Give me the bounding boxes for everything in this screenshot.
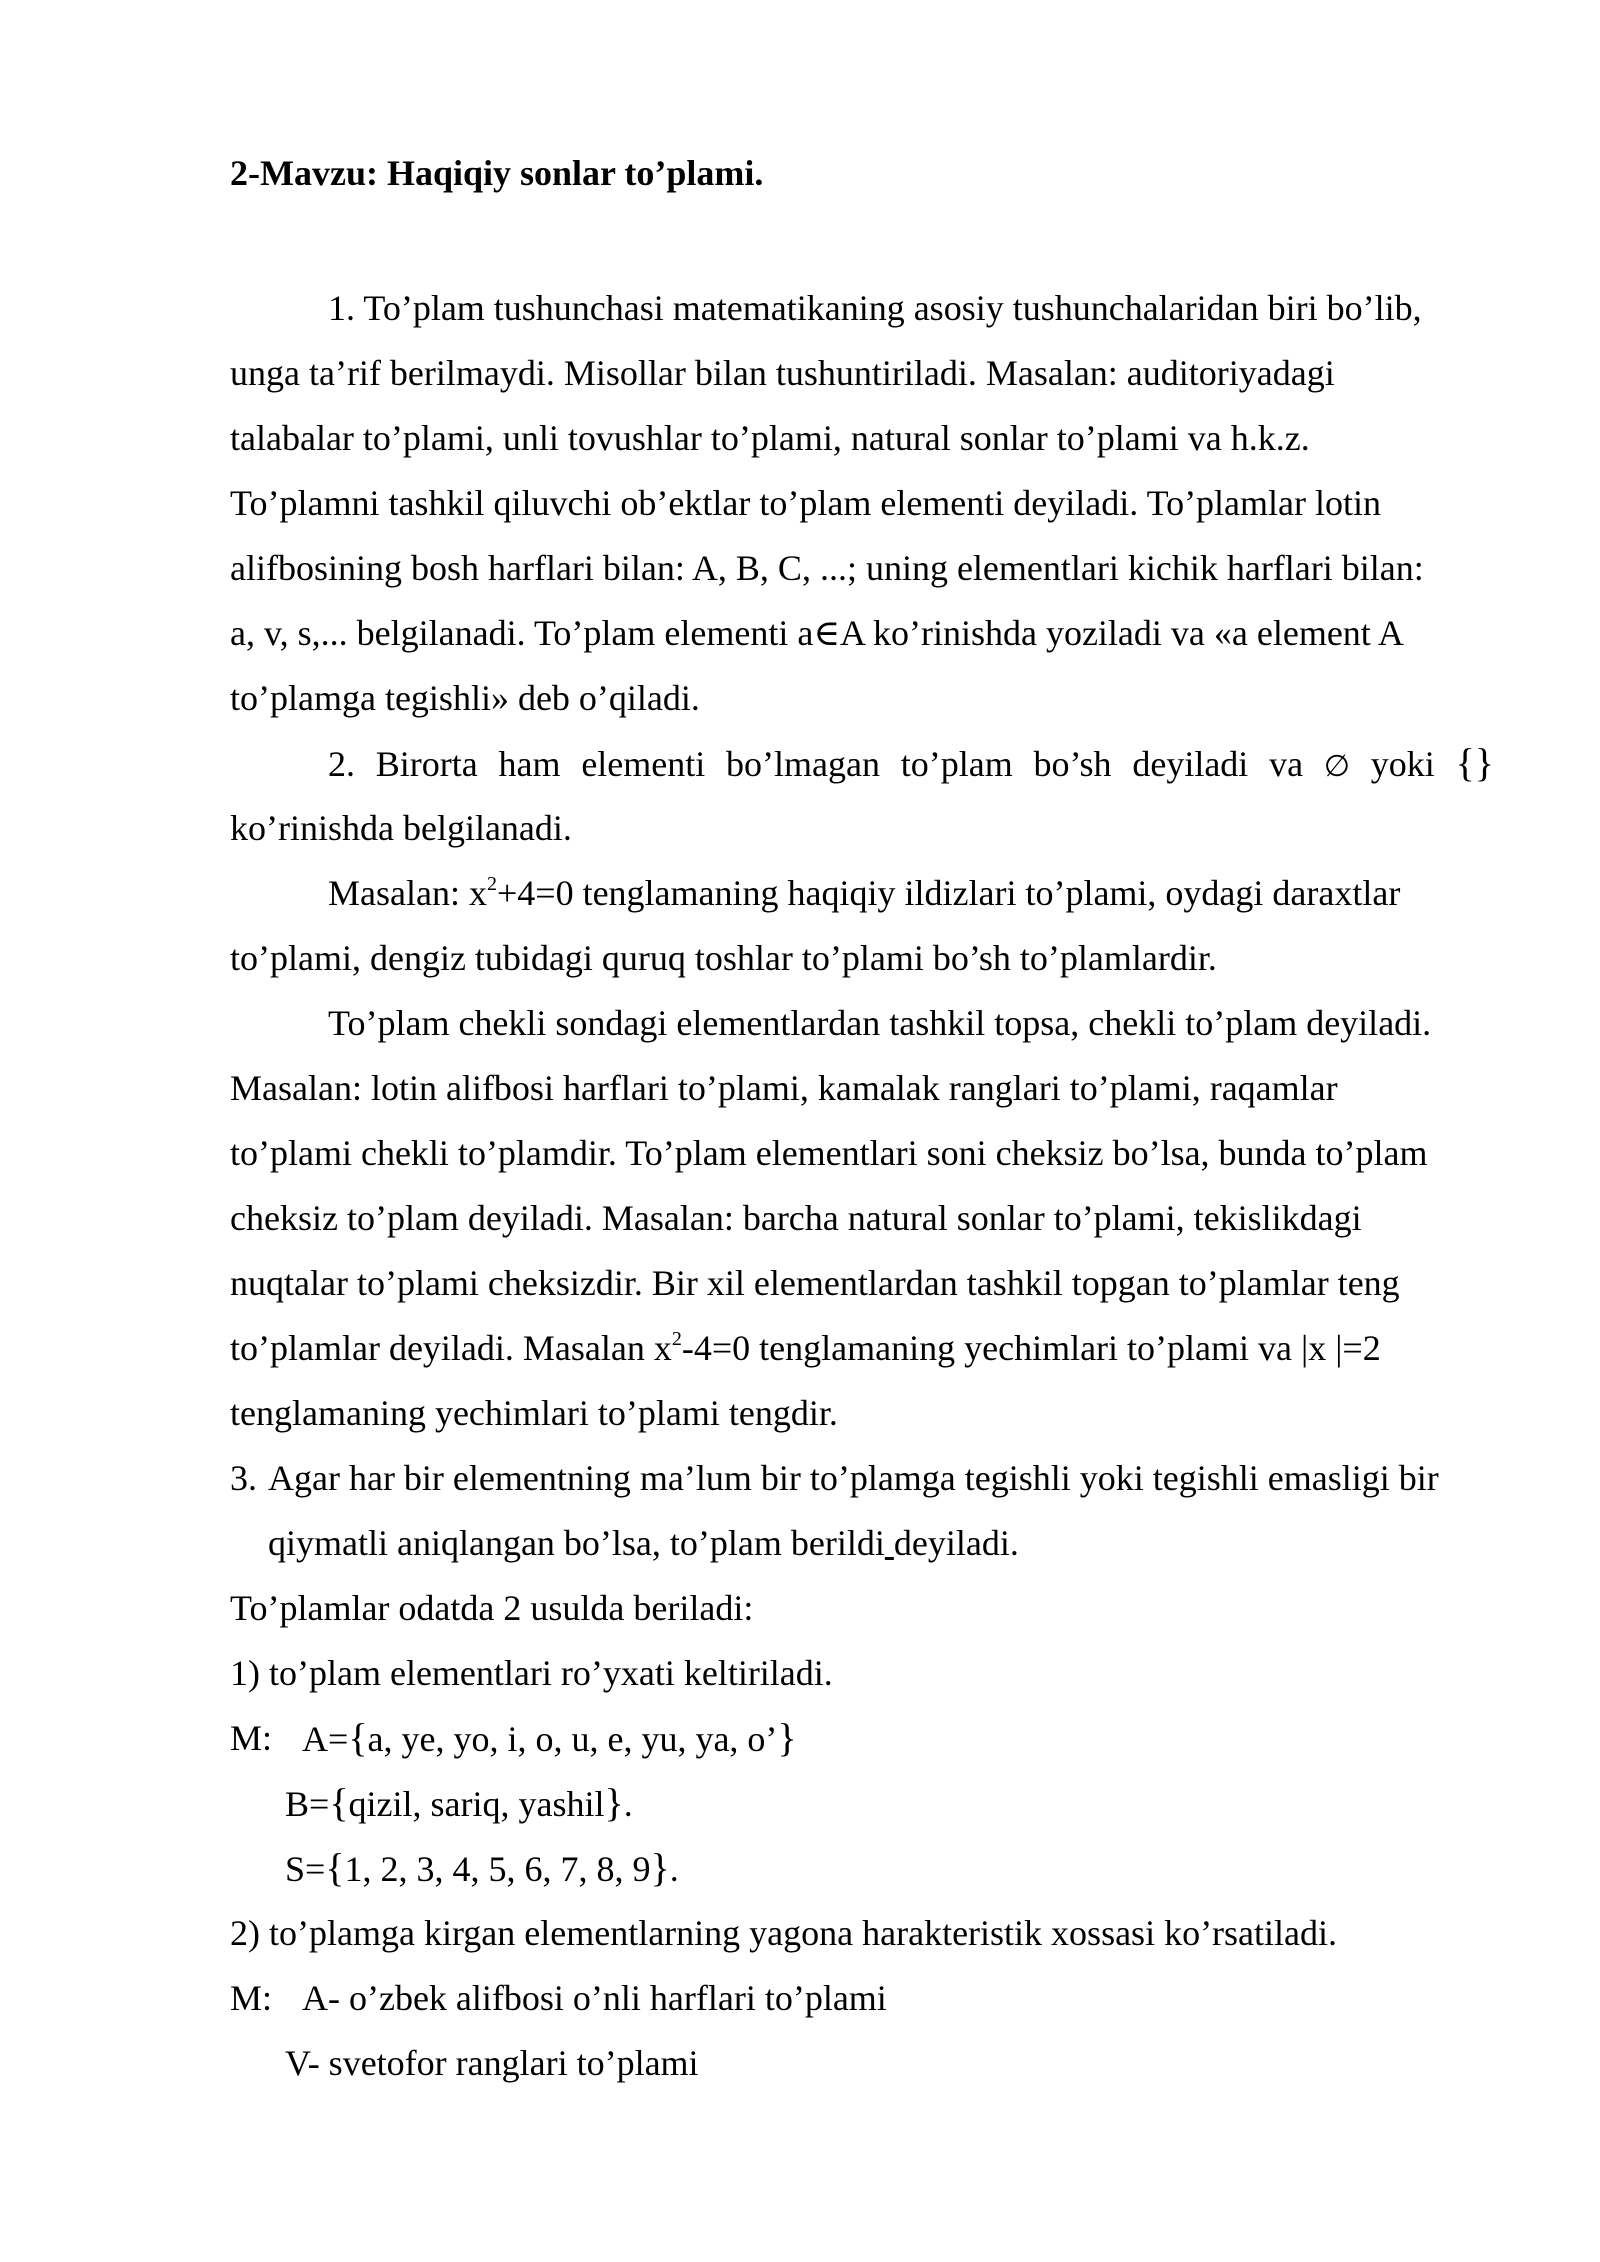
paragraph-4-line-2: Masalan: lotin alifbosi harflari to’plami, kamalak ranglari to’plami, raqamlar bbox=[230, 1068, 1338, 1108]
paragraph-1-line-4: To’plamni tashkil qiluvchi ob’ektlar to’plam elementi deyiladi. To’plamlar lotin bbox=[230, 483, 1382, 523]
paragraph-3-line-1 bbox=[328, 871, 1400, 915]
paragraph-4-line-7: tenglamaning yechimlari to’plami tengdir. bbox=[230, 1393, 838, 1433]
paragraph-5-line-1: Agar har bir elementning ma’lum bir to’plamga tegishli yoki tegishli emasligi bir bbox=[268, 1458, 1439, 1498]
brace-open: { bbox=[325, 1845, 345, 1890]
empty-braces-symbol: {} bbox=[1455, 740, 1494, 785]
paragraph-4-line-6 bbox=[230, 1326, 1381, 1370]
set-name: S= bbox=[285, 1849, 326, 1889]
set-b-example bbox=[285, 1781, 633, 1826]
p2-word: bo’sh bbox=[1033, 744, 1112, 784]
paragraph-1-line-6: a, v, s,... belgilanadi. To’plam elementi a∈A ko’rinishda yoziladi va «a element A bbox=[230, 613, 1404, 653]
set-s-example bbox=[285, 1846, 679, 1891]
p2-word: deyiladi bbox=[1132, 744, 1249, 784]
underlined-space bbox=[885, 1523, 894, 1563]
paragraph-4-line-3: to’plami chekli to’plamdir. To’plam elementlari soni cheksiz bo’lsa, bunda to’plam bbox=[230, 1133, 1428, 1173]
period: . bbox=[623, 1784, 633, 1824]
paragraph-2-line-2: ko’rinishda belgilanadi. bbox=[230, 808, 572, 848]
p4-text: to’plamlar deyiladi. Masalan x bbox=[230, 1328, 672, 1368]
paragraph-1-line-1: 1. To’plam tushunchasi matematikaning asosiy tushunchalaridan biri bo’lib, bbox=[328, 288, 1422, 328]
superscript: 2 bbox=[486, 873, 497, 895]
paragraph-1-line-5: alifbosining bosh harflari bilan: A, B, C, ...; uning elementlari kichik harflari bilan: bbox=[230, 548, 1424, 588]
brace-open: { bbox=[348, 1715, 368, 1760]
paragraph-5-line-3: To’plamlar odatda 2 usulda beriladi: bbox=[230, 1588, 754, 1628]
set-items: a, ye, yo, i, o, u, e, yu, ya, o’ bbox=[367, 1719, 778, 1759]
paragraph-4-line-1: To’plam chekli sondagi elementlardan tashkil topsa, chekli to’plam deyiladi. bbox=[328, 1003, 1432, 1043]
period: . bbox=[669, 1849, 679, 1889]
paragraph-3-line-2: to’plami, dengiz tubidagi quruq toshlar to’plami bo’sh to’plamlardir. bbox=[230, 938, 1217, 978]
paragraph-1-line-2: unga ta’rif berilmaydi. Misollar bilan tushuntiriladi. Masalan: auditoriyadagi bbox=[230, 353, 1335, 393]
p2-word: yoki bbox=[1370, 744, 1435, 784]
example-a-line: A- o’zbek alifbosi o’nli harflari to’plami bbox=[302, 1978, 887, 2018]
empty-set-symbol: ∅ bbox=[1323, 750, 1350, 783]
p3-text: Masalan: x bbox=[328, 873, 487, 913]
p2-word: va bbox=[1269, 744, 1304, 784]
brace-open: { bbox=[329, 1780, 349, 1825]
set-items: 1, 2, 3, 4, 5, 6, 7, 8, 9 bbox=[344, 1849, 651, 1889]
p2-word: Birorta bbox=[375, 744, 478, 784]
p5-text: deyiladi. bbox=[893, 1523, 1019, 1563]
p2-word: 2. bbox=[328, 744, 355, 784]
topic-title: 2-Mavzu: Haqiqiy sonlar to’plami. bbox=[230, 153, 764, 193]
paragraph-5-line-2 bbox=[268, 1521, 1019, 1565]
paragraph-4-line-4: cheksiz to’plam deyiladi. Masalan: barcha natural sonlar to’plami, tekislikdagi bbox=[230, 1198, 1362, 1238]
example-label: M: bbox=[230, 1718, 273, 1758]
paragraph-1-line-7: to’plamga tegishli» deb o’qiladi. bbox=[230, 678, 700, 718]
set-name: A= bbox=[302, 1719, 349, 1759]
example-v-line: V- svetofor ranglari to’plami bbox=[285, 2043, 699, 2083]
p3-text: +4=0 tenglamaning haqiqiy ildizlari to’plami, oydagi daraxtlar bbox=[496, 873, 1401, 913]
example-label: M: bbox=[230, 1978, 273, 2018]
method-1-line: 1) to’plam elementlari ro’yxati keltiriladi. bbox=[230, 1653, 833, 1693]
paragraph-1-line-3: talabalar to’plami, unli tovushlar to’plami, natural sonlar to’plami va h.k.z. bbox=[230, 418, 1310, 458]
brace-close: } bbox=[777, 1715, 797, 1760]
p2-word: elementi bbox=[581, 744, 706, 784]
p5-text: qiymatli aniqlangan bo’lsa, to’plam berildi bbox=[268, 1523, 885, 1563]
p2-word: bo’lmagan bbox=[726, 744, 880, 784]
p2-word: ham bbox=[498, 744, 561, 784]
set-name: B= bbox=[285, 1784, 330, 1824]
superscript: 2 bbox=[671, 1328, 682, 1350]
brace-close: } bbox=[650, 1845, 670, 1890]
method-2-line: 2) to’plamga kirgan elementlarning yagona harakteristik xossasi ko’rsatiladi. bbox=[230, 1913, 1338, 1953]
set-a-example bbox=[302, 1716, 797, 1761]
p4-text: -4=0 tenglamaning yechimlari to’plami va |x |=2 bbox=[681, 1328, 1381, 1368]
paragraph-2-line-1 bbox=[328, 741, 1494, 789]
set-items: qizil, sariq, yashil bbox=[348, 1784, 605, 1824]
brace-close: } bbox=[604, 1780, 624, 1825]
paragraph-4-line-5: nuqtalar to’plami cheksizdir. Bir xil elementlardan tashkil topgan to’plamlar teng bbox=[230, 1263, 1400, 1303]
list-number-3: 3. bbox=[230, 1458, 257, 1498]
p2-word: to’plam bbox=[900, 744, 1013, 784]
